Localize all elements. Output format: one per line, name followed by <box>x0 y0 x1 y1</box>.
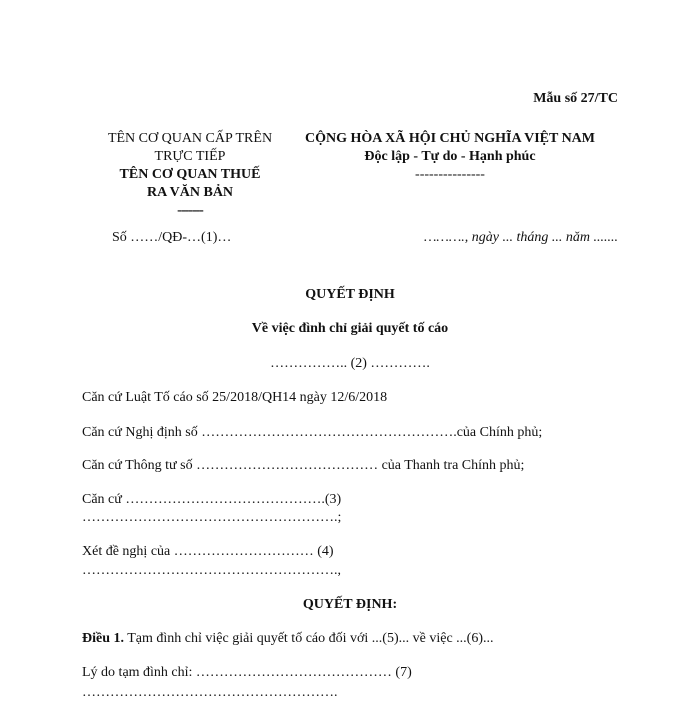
issuing-agency-line1: TÊN CƠ QUAN THUẾ <box>119 167 261 182</box>
decides-heading: QUYẾT ĐỊNH: <box>302 597 398 612</box>
basis-other-cont: ……………………………………………….; <box>82 510 342 525</box>
suspension-reason-cont: ………………………………………………. <box>82 685 338 700</box>
nation-motto: Độc lập - Tự do - Hạnh phúc <box>364 149 536 164</box>
proposal: Xét đề nghị của ………………………… (4) <box>82 544 334 559</box>
form-code: Mẫu số 27/TC <box>533 91 618 106</box>
proposal-cont: ………………………………………………., <box>82 563 341 578</box>
nation-separator: --------------- <box>415 167 485 182</box>
article-1 <box>82 630 494 648</box>
agency-separator: ------- <box>177 203 203 218</box>
document-title: QUYẾT ĐỊNH <box>305 287 395 302</box>
basis-other: Căn cứ …………………………………….(3) <box>82 492 342 507</box>
suspension-reason: Lý do tạm đình chỉ: …………………………………… (7) <box>82 665 412 680</box>
article-1-text: Tạm đình chỉ việc giải quyết tố cáo đối với ...(5)... về việc ...(6)... <box>124 631 494 646</box>
national-header <box>270 130 630 184</box>
superior-agency-line1: TÊN CƠ QUAN CẤP TRÊN <box>107 131 273 146</box>
article-1-label: Điều 1. <box>82 631 124 646</box>
date-place: ………., ngày ... tháng ... năm ....... <box>423 230 618 245</box>
superior-agency-line2: TRỰC TIẾP <box>154 149 226 164</box>
document-number: Số ……/QĐ-…(1)… <box>112 230 232 245</box>
nation-name: CỘNG HÒA XÃ HỘI CHỦ NGHĨA VIỆT NAM <box>304 131 595 146</box>
issuer-placeholder: …………….. (2) …………. <box>270 356 430 371</box>
issuing-agency-line2: RA VĂN BẢN <box>146 185 234 200</box>
document-subject: Về việc đình chỉ giải quyết tố cáo <box>251 321 449 336</box>
basis-decree: Căn cứ Nghị định số ……………………………………………….của Chính phủ; <box>82 425 543 440</box>
basis-law: Căn cứ Luật Tố cáo số 25/2018/QH14 ngày 12/6/2018 <box>82 390 388 405</box>
basis-circular: Căn cứ Thông tư số ………………………………… của Thanh tra Chính phủ; <box>82 458 525 473</box>
